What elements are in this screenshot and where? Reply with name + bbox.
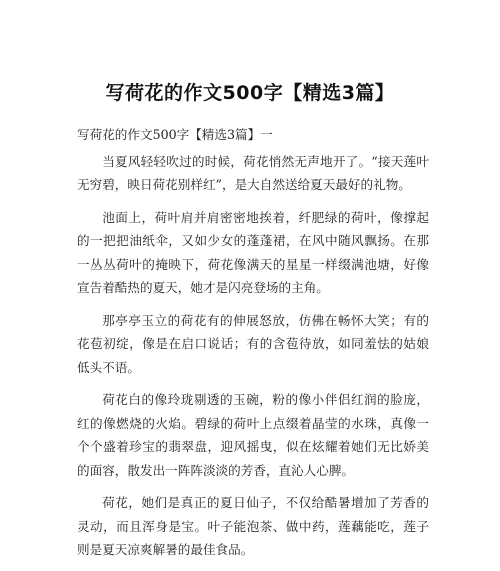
document-title: 写荷花的作文500字【精选3篇】 bbox=[105, 82, 395, 104]
paragraph: 荷花白的像玲珑剔透的玉碗，粉的像小伴侣红润的脸庞，红的像燃烧的火焰。碧绿的荷叶上点缀着晶莹的水珠，真像一个个盛着珍宝的翡翠盘，迎风摇曳，似在炫耀着她们无比娇美的面容，散发出一阵阵淡淡的芳香，直沁人心脾。 bbox=[77, 392, 429, 478]
section-heading: 写荷花的作文500字【精选3篇】一 bbox=[77, 127, 273, 142]
paragraph: 荷花，她们是真正的夏日仙子，不仅给酷暑增加了芳香的灵动，而且浑身是宝。叶子能泡茶、做中药，莲藕能吃，莲子则是夏天凉爽解暑的最佳食品。 bbox=[77, 495, 429, 557]
paragraph: 池面上，荷叶肩并肩密密地挨着，纤肥绿的荷叶，像撑起的一把把油纸伞，又如少女的蓬蓬裙，在风中随风飘扬。在那一丛丛荷叶的掩映下，荷花像满天的星星一样缀满池塘，好像宣告着酷热的夏天，她才是闪亮登场的主角。 bbox=[77, 209, 429, 295]
paragraph: 那亭亭玉立的荷花有的伸展怒放，仿佛在畅怀大笑；有的花苞初绽，像是在启口说话；有的含苞待放，如同羞怯的姑娘低头不语。 bbox=[77, 312, 429, 375]
paragraph: 当夏风轻轻吹过的时候，荷花悄然无声地开了。“接天莲叶无穷碧，映日荷花别样红”，是大自然送给夏天最好的礼物。 bbox=[77, 153, 429, 192]
document-body bbox=[77, 123, 429, 571]
